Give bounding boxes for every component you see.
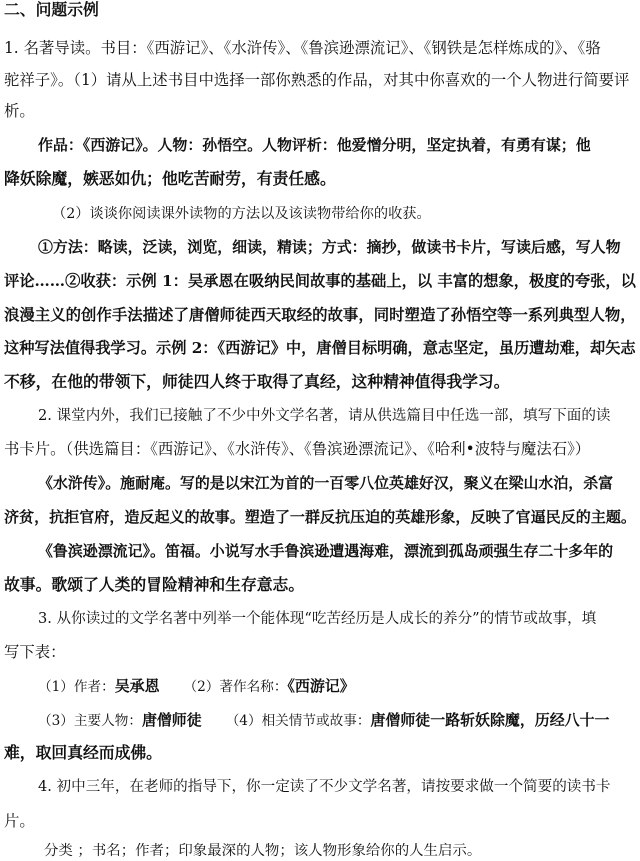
q1-sub2-question: （2）谈谈你阅读课外读物的方法以及该读物带给你的收获。 (52, 206, 431, 222)
q4-card-fields: 分类 ；书名；作者；印象最深的人物；该人物形象给你的人生启示。 (44, 843, 482, 859)
q4-line-1: 4. 初中三年，在老师的指导下，你一定读了不少文学名著，请按要求做一个简要的读书卡 (38, 778, 611, 795)
q2-answer-2-line-1: 《鲁滨逊漂流记》。笛福。小说写水手鲁滨逊遭遇海难，漂流到孤岛顽强生存二十多年的 (38, 542, 614, 560)
q3-plot-label: （4）相关情节或故事： (225, 713, 371, 729)
q1-line-3: 析。 (4, 102, 35, 120)
q2-answer-1-line-1: 《水浒传》。施耐庵。写的是以宋江为首的一百零八位英雄好汉，聚义在梁山水泊，杀富 (38, 474, 614, 492)
q1-sub2-answer-line-5: 不移，在他的带领下，师徒四人终于取得了真经，这种精神值得我学习。 (4, 372, 510, 391)
q3-character-label: （3）主要人物： (38, 713, 142, 729)
q1-line-1: 1. 名著导读。书目：《西游记》、《水浒传》、《鲁滨逊漂流记》、《钢铁是怎样炼成的》、《骆 (4, 39, 601, 57)
q1-sub2-answer-line-4: 这种写法值得我学习。示例 2：《西游记》中，唐僧目标明确，意志坚定，虽历遭劫难，却矢志 (4, 339, 636, 357)
q2-line-1: 2. 课堂内外，我们已接触了不少中外文学名著，请从供选篇目中任选一部，填写下面的读 (38, 407, 611, 424)
q3-work-label: （2）著作名称： (183, 679, 288, 695)
q1-answer-line-1: 作品：《西游记》。人物：孙悟空。人物评析：他爱憎分明，坚定执着，有勇有谋；他 (38, 136, 591, 154)
q2-answer-1-line-2: 济贫，抗拒官府，造反起义的故事。塑造了一群反抗压迫的英雄形象，反映了官逼民反的主题。 (4, 508, 636, 526)
q1-answer-line-2: 降妖除魔，嫉恶如仇；他吃苦耐劳，有责任感。 (4, 169, 336, 188)
q1-line-2: 驼祥子》。（1）请从上述书目中选择一部你熟悉的作品，对其中你喜欢的一个人物进行简要评 (4, 71, 630, 89)
q3-row-character-plot (38, 710, 640, 731)
q2-line-2: 书卡片。（供选篇目：《西游记》、《水浒传》、《鲁滨逊漂流记》、《哈利•波特与魔法石》） (4, 440, 591, 458)
q3-character-value: 唐僧师徒 (141, 711, 202, 729)
section-title: 二、问题示例 (4, 0, 99, 19)
q2-answer-2-line-2: 故事。歌颂了人类的冒险精神和生存意志。 (4, 575, 305, 594)
q4-line-2: 片。 (4, 812, 35, 830)
q3-author-label: （1）作者： (38, 679, 115, 695)
q3-work-value: 《西游记》 (287, 677, 355, 695)
q3-plot-value: 唐僧师徒一路斩妖除魔，历经八十一 (370, 711, 610, 729)
q1-sub2-answer-line-3: 浪漫主义的创作手法描述了唐僧师徒西天取经的故事，同时塑造了孙悟空等一系列典型人物， (4, 306, 636, 324)
q3-row-author-work (38, 676, 640, 697)
q3-author-value: 吴承恩 (114, 677, 160, 695)
q3-line-1: 3. 从你读过的文学名著中列举一个能体现“吃苦经历是人成长的养分”的情节或故事，填 (38, 610, 597, 627)
q3-line-2: 写下表： (4, 643, 66, 661)
q1-sub2-answer-line-1: ①方法：略读，泛读，浏览，细读，精读；方式：摘抄，做读书卡片，写读后感，写人物 (38, 238, 621, 256)
q3-plot-value-continued: 难，取回真经而成佛。 (4, 743, 162, 762)
q1-sub2-answer-line-2: 评论……②收获：示例 1：吴承恩在吸纳民间故事的基础上，以 丰富的想象，极度的夸张，以 (4, 272, 636, 290)
